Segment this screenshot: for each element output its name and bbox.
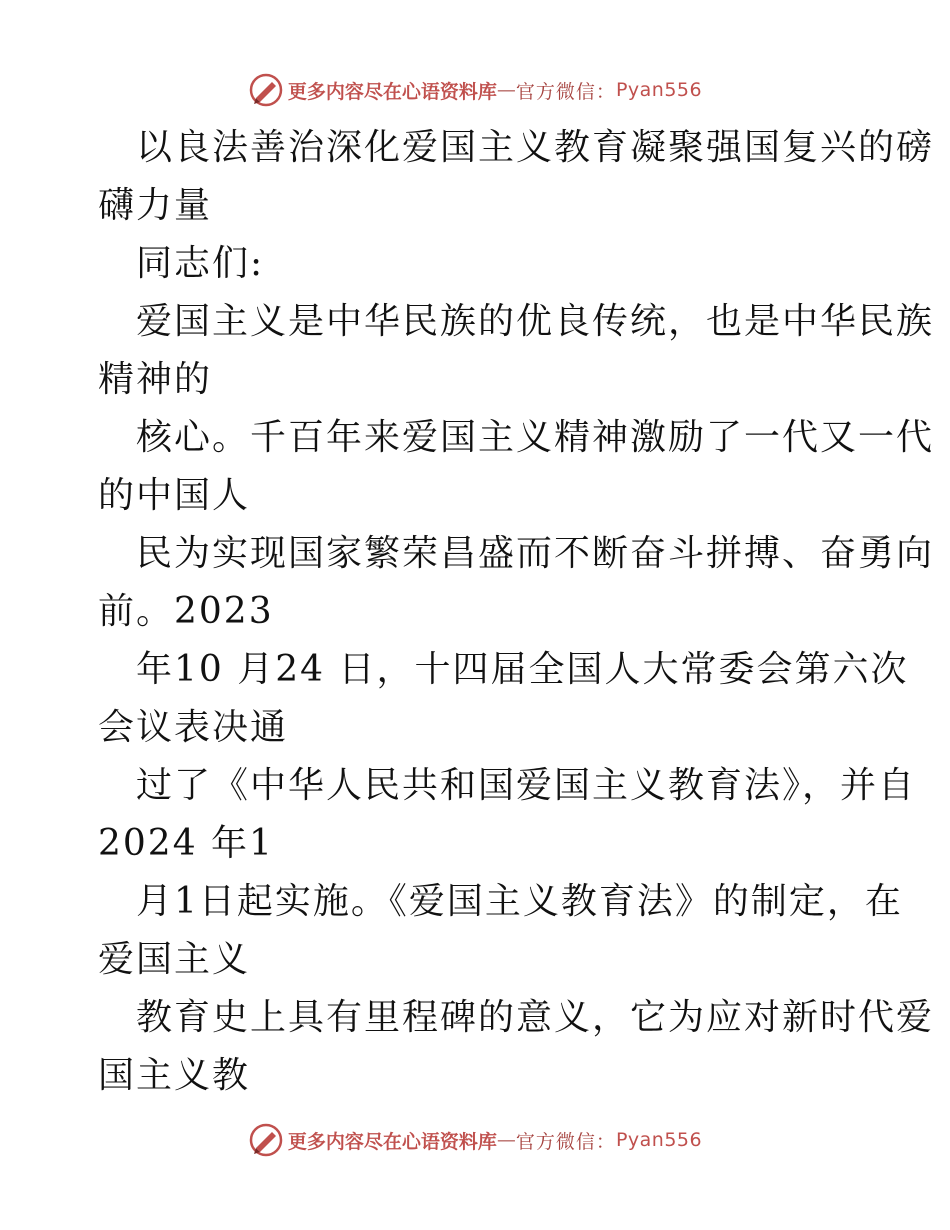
text-line: 月1日起实施。《爱国主义教育法》的制定，在 xyxy=(136,881,903,922)
watermark-header xyxy=(0,70,950,110)
watermark-sub-text: 官方微信： xyxy=(515,80,616,103)
text-line: 教育史上具有里程碑的意义，它为应对新时代爱 xyxy=(136,997,935,1038)
text-line: 的中国人 xyxy=(98,475,251,516)
watermark-main-text: 更多内容尽在心语资料库 xyxy=(287,80,497,103)
watermark-dash: — xyxy=(496,1129,516,1151)
text-line: 会议表决通 xyxy=(98,707,289,748)
text-line: 同志们: xyxy=(136,243,265,284)
text-line: 年10 月24 日，十四届全国人大常委会第六次 xyxy=(136,649,909,690)
text-line: 爱国主义是中华民族的优良传统，也是中华民族 xyxy=(136,301,935,342)
text-line: 核心。千百年来爱国主义精神激励了一代又一代 xyxy=(136,417,935,458)
pen-logo-icon xyxy=(248,72,284,108)
watermark-id: Pyan556 xyxy=(615,1129,703,1151)
watermark-dash: — xyxy=(496,79,516,101)
watermark-id: Pyan556 xyxy=(615,79,703,101)
text-line: 精神的 xyxy=(98,359,213,400)
watermark-main-text: 更多内容尽在心语资料库 xyxy=(287,1130,497,1153)
text-line: 以良法善治深化爱国主义教育凝聚强国复兴的磅 xyxy=(136,127,935,168)
watermark-sub-text: 官方微信： xyxy=(515,1130,616,1153)
text-line: 国主义教 xyxy=(98,1055,251,1096)
text-line: 民为实现国家繁荣昌盛而不断奋斗拼搏、奋勇向 xyxy=(136,533,935,574)
text-line: 爱国主义 xyxy=(98,939,251,980)
text-line: 礴力量 xyxy=(98,185,213,226)
watermark-footer xyxy=(0,1120,950,1160)
text-line: 前。2023 xyxy=(98,591,274,632)
text-line: 2024 年1 xyxy=(98,823,274,864)
pen-logo-icon xyxy=(248,1122,284,1158)
text-line: 过了《中华人民共和国爱国主义教育法》，并自 xyxy=(136,765,917,806)
